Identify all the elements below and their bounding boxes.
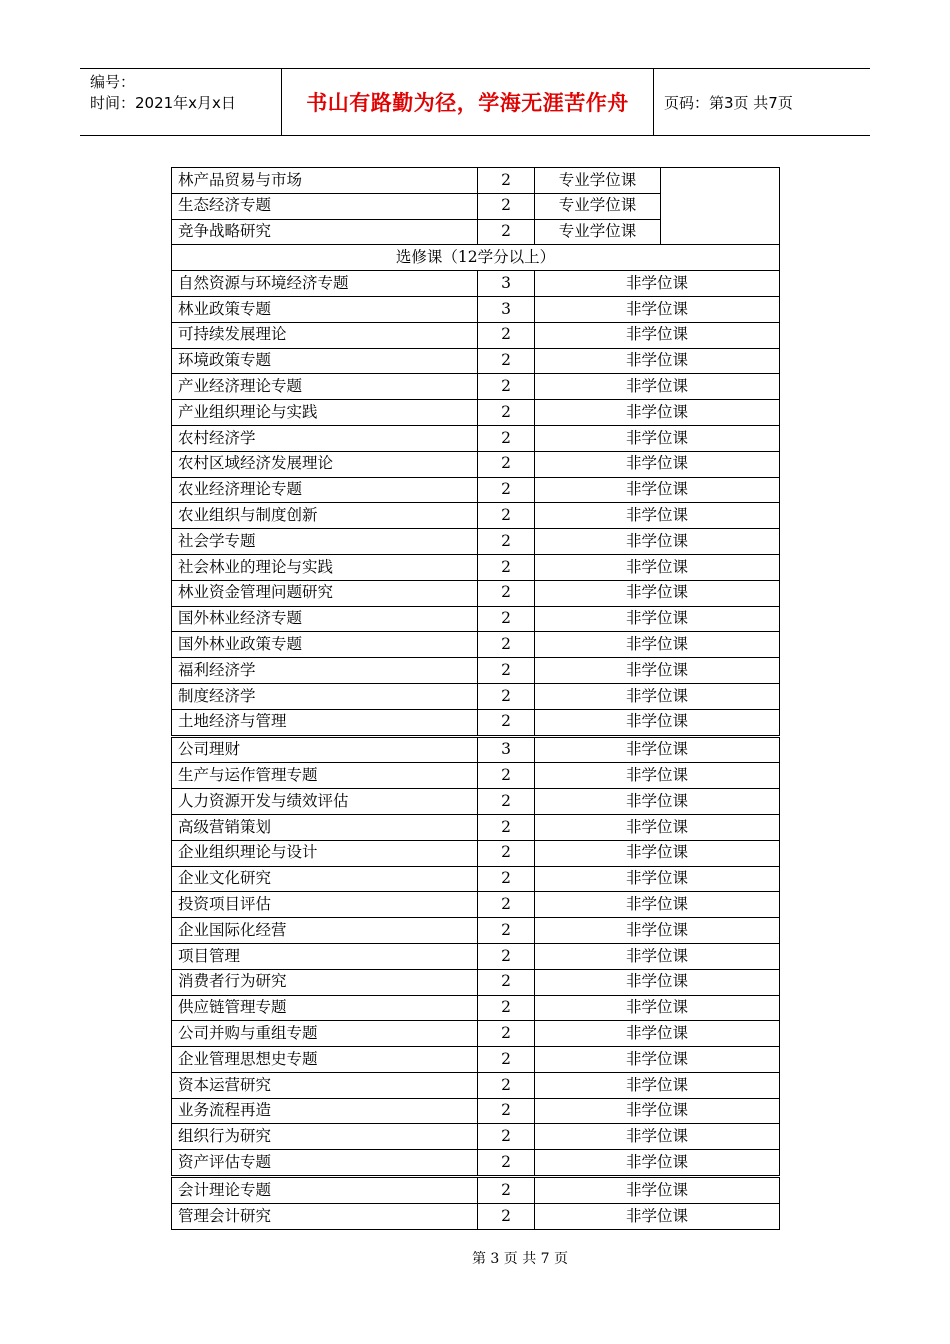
table-row	[172, 1021, 780, 1047]
table-row	[172, 1098, 780, 1124]
course-type: 非学位课	[535, 892, 780, 918]
course-type: 非学位课	[535, 529, 780, 555]
course-type: 非学位课	[535, 866, 780, 892]
course-type: 非学位课	[535, 554, 780, 580]
table-row	[172, 374, 780, 400]
course-name: 生态经济专题	[172, 193, 478, 219]
course-credits: 2	[478, 1203, 535, 1229]
course-name: 林业政策专题	[172, 296, 478, 322]
table-row	[172, 763, 780, 789]
course-credits: 2	[478, 374, 535, 400]
course-credits: 2	[478, 943, 535, 969]
course-credits: 2	[478, 814, 535, 840]
course-credits: 2	[478, 995, 535, 1021]
course-name: 自然资源与环境经济专题	[172, 271, 478, 297]
course-table	[171, 167, 780, 1230]
course-name: 农业组织与制度创新	[172, 503, 478, 529]
course-credits: 2	[478, 477, 535, 503]
course-type: 非学位课	[535, 840, 780, 866]
table-row	[172, 683, 780, 709]
course-type: 非学位课	[535, 606, 780, 632]
course-type: 非学位课	[535, 425, 780, 451]
course-name: 企业组织理论与设计	[172, 840, 478, 866]
course-type: 非学位课	[535, 709, 780, 736]
course-credits: 2	[478, 1177, 535, 1204]
course-name: 业务流程再造	[172, 1098, 478, 1124]
course-credits: 2	[478, 632, 535, 658]
table-row	[172, 1047, 780, 1073]
table-row	[172, 1177, 780, 1204]
course-type: 非学位课	[535, 943, 780, 969]
course-type: 非学位课	[535, 1021, 780, 1047]
course-credits: 3	[478, 736, 535, 763]
table-row	[172, 168, 780, 194]
course-name: 人力资源开发与绩效评估	[172, 789, 478, 815]
course-type: 非学位课	[535, 1047, 780, 1073]
course-name: 福利经济学	[172, 658, 478, 684]
course-credits: 2	[478, 1098, 535, 1124]
course-name: 国外林业政策专题	[172, 632, 478, 658]
course-credits: 2	[478, 918, 535, 944]
header-meta	[80, 69, 282, 135]
table-row	[172, 892, 780, 918]
course-type: 专业学位课	[535, 219, 661, 245]
course-name: 企业文化研究	[172, 866, 478, 892]
course-name: 高级营销策划	[172, 814, 478, 840]
table-row	[172, 969, 780, 995]
course-name: 林业资金管理问题研究	[172, 580, 478, 606]
course-name: 竞争战略研究	[172, 219, 478, 245]
course-type: 非学位课	[535, 1124, 780, 1150]
table-row	[172, 1124, 780, 1150]
course-credits: 2	[478, 1150, 535, 1177]
course-credits: 2	[478, 789, 535, 815]
table-row	[172, 554, 780, 580]
course-credits: 2	[478, 840, 535, 866]
course-credits: 2	[478, 451, 535, 477]
course-type: 非学位课	[535, 580, 780, 606]
course-name: 制度经济学	[172, 683, 478, 709]
course-type: 非学位课	[535, 658, 780, 684]
course-credits: 2	[478, 529, 535, 555]
course-credits: 2	[478, 348, 535, 374]
time-label: 时间：2021年x月x日	[90, 94, 236, 112]
course-name: 社会林业的理论与实践	[172, 554, 478, 580]
table-row	[172, 736, 780, 763]
table-row	[172, 322, 780, 348]
course-name: 国外林业经济专题	[172, 606, 478, 632]
table-row	[172, 789, 780, 815]
course-name: 会计理论专题	[172, 1177, 478, 1204]
course-name: 投资项目评估	[172, 892, 478, 918]
table-row	[172, 451, 780, 477]
course-name: 管理会计研究	[172, 1203, 478, 1229]
course-type: 非学位课	[535, 1177, 780, 1204]
course-type: 非学位课	[535, 451, 780, 477]
course-name: 项目管理	[172, 943, 478, 969]
course-type: 专业学位课	[535, 193, 661, 219]
course-type: 非学位课	[535, 1150, 780, 1177]
course-credits: 3	[478, 271, 535, 297]
course-name: 土地经济与管理	[172, 709, 478, 736]
course-name: 农村经济学	[172, 425, 478, 451]
course-credits: 2	[478, 425, 535, 451]
course-type: 非学位课	[535, 271, 780, 297]
table-row	[172, 1072, 780, 1098]
course-type: 非学位课	[535, 683, 780, 709]
empty-cell	[661, 168, 780, 245]
page-label: 页码：第3页 共7页	[664, 93, 793, 112]
course-type: 非学位课	[535, 763, 780, 789]
table-row	[172, 1150, 780, 1177]
motto: 书山有路勤为径，学海无涯苦作舟	[282, 69, 654, 135]
table-row	[172, 348, 780, 374]
course-credits: 2	[478, 969, 535, 995]
table-row	[172, 658, 780, 684]
course-credits: 3	[478, 296, 535, 322]
course-name: 供应链管理专题	[172, 995, 478, 1021]
course-credits: 2	[478, 193, 535, 219]
page-footer: 第 3 页 共 7 页	[471, 1251, 569, 1267]
course-credits: 2	[478, 580, 535, 606]
course-name: 企业国际化经营	[172, 918, 478, 944]
table-row	[172, 943, 780, 969]
course-name: 产业经济理论专题	[172, 374, 478, 400]
course-type: 非学位课	[535, 400, 780, 426]
course-credits: 2	[478, 168, 535, 194]
course-type: 非学位课	[535, 296, 780, 322]
course-type: 非学位课	[535, 503, 780, 529]
course-credits: 2	[478, 400, 535, 426]
table-row	[172, 580, 780, 606]
course-type: 非学位课	[535, 995, 780, 1021]
course-credits: 2	[478, 606, 535, 632]
course-type: 非学位课	[535, 969, 780, 995]
course-name: 可持续发展理论	[172, 322, 478, 348]
table-row	[172, 632, 780, 658]
table-row	[172, 918, 780, 944]
course-credits: 2	[478, 683, 535, 709]
table-row	[172, 1203, 780, 1229]
course-name: 公司并购与重组专题	[172, 1021, 478, 1047]
course-credits: 2	[478, 1124, 535, 1150]
course-name: 农业经济理论专题	[172, 477, 478, 503]
table-row	[172, 271, 780, 297]
course-name: 企业管理思想史专题	[172, 1047, 478, 1073]
course-type: 非学位课	[535, 374, 780, 400]
table-row	[172, 400, 780, 426]
course-type: 非学位课	[535, 918, 780, 944]
course-name: 环境政策专题	[172, 348, 478, 374]
course-type: 非学位课	[535, 1098, 780, 1124]
number-label: 编号：	[90, 73, 136, 91]
course-type: 非学位课	[535, 322, 780, 348]
table-row	[172, 296, 780, 322]
course-credits: 2	[478, 554, 535, 580]
table-row	[172, 503, 780, 529]
course-type: 非学位课	[535, 814, 780, 840]
course-credits: 2	[478, 322, 535, 348]
course-type: 非学位课	[535, 736, 780, 763]
course-type: 非学位课	[535, 789, 780, 815]
table-row	[172, 866, 780, 892]
course-type: 非学位课	[535, 477, 780, 503]
table-row	[172, 606, 780, 632]
course-name: 林产品贸易与市场	[172, 168, 478, 194]
course-credits: 2	[478, 658, 535, 684]
course-name: 组织行为研究	[172, 1124, 478, 1150]
course-credits: 2	[478, 709, 535, 736]
course-name: 生产与运作管理专题	[172, 763, 478, 789]
course-credits: 2	[478, 503, 535, 529]
table-row	[172, 709, 780, 736]
course-credits: 2	[478, 219, 535, 245]
course-name: 资产评估专题	[172, 1150, 478, 1177]
course-name: 消费者行为研究	[172, 969, 478, 995]
course-credits: 2	[478, 892, 535, 918]
table-row	[172, 814, 780, 840]
section-title: 选修课（12学分以上）	[172, 245, 780, 271]
course-credits: 2	[478, 866, 535, 892]
section-row	[172, 245, 780, 271]
table-row	[172, 477, 780, 503]
course-type: 非学位课	[535, 348, 780, 374]
course-type: 非学位课	[535, 632, 780, 658]
course-name: 社会学专题	[172, 529, 478, 555]
table-row	[172, 840, 780, 866]
course-name: 资本运营研究	[172, 1072, 478, 1098]
table-row	[172, 425, 780, 451]
course-credits: 2	[478, 1072, 535, 1098]
page-header	[80, 68, 870, 136]
course-credits: 2	[478, 763, 535, 789]
course-name: 产业组织理论与实践	[172, 400, 478, 426]
course-name: 农村区域经济发展理论	[172, 451, 478, 477]
course-name: 公司理财	[172, 736, 478, 763]
table-row	[172, 995, 780, 1021]
course-credits: 2	[478, 1047, 535, 1073]
course-type: 非学位课	[535, 1072, 780, 1098]
table-row	[172, 529, 780, 555]
course-type: 非学位课	[535, 1203, 780, 1229]
course-type: 专业学位课	[535, 168, 661, 194]
course-credits: 2	[478, 1021, 535, 1047]
